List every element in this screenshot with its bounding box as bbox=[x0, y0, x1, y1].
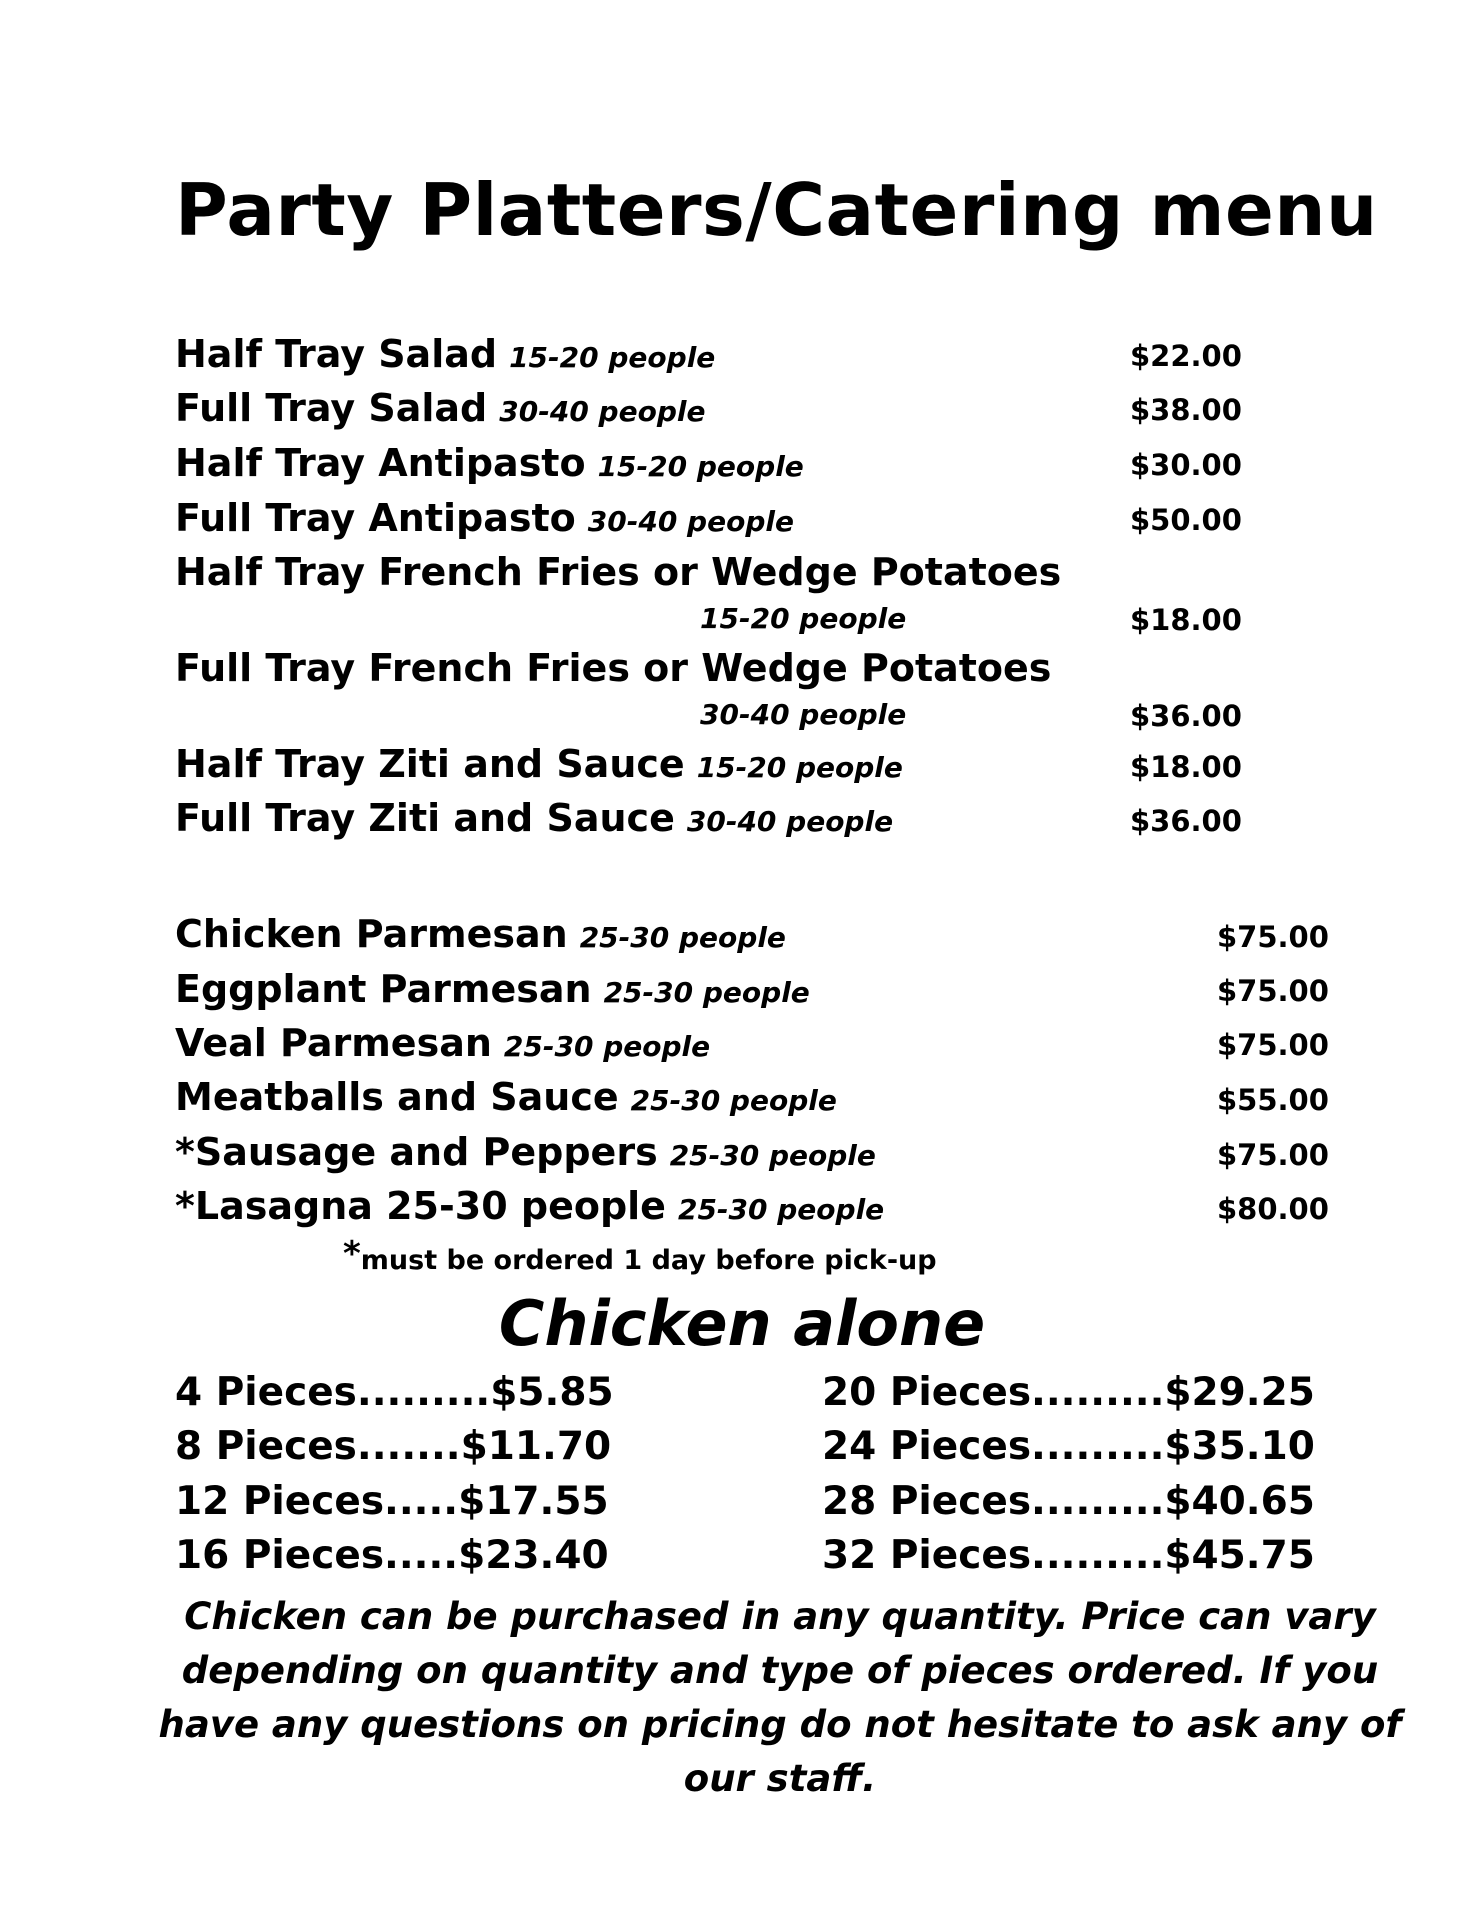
item-name: Full Tray Salad bbox=[175, 386, 488, 430]
item-price: $75.00 bbox=[1217, 1138, 1329, 1172]
item-serving-size: 30-40 people bbox=[686, 805, 894, 838]
chicken-price-item bbox=[822, 1479, 1315, 1524]
item-name: Full Tray Ziti and Sauce bbox=[175, 796, 675, 840]
menu-item bbox=[175, 1130, 876, 1174]
piece-count: 12 Pieces bbox=[175, 1479, 385, 1524]
item-price: $75.00 bbox=[1217, 920, 1329, 954]
item-serving-size: 25-30 people bbox=[579, 921, 786, 954]
item-serving-size: 30-40 people bbox=[700, 698, 907, 731]
item-name: Half Tray French Fries or Wedge Potatoes bbox=[175, 550, 1062, 594]
item-name: Half Tray Antipasto bbox=[175, 441, 586, 485]
leader-dots: ......... bbox=[1031, 1424, 1165, 1469]
item-price: $75.00 bbox=[1217, 1028, 1329, 1062]
piece-price: $40.65 bbox=[1164, 1479, 1315, 1524]
item-name: Full Tray Antipasto bbox=[175, 496, 576, 540]
item-serving-size: 25-30 people bbox=[677, 1193, 885, 1226]
advance-order-note bbox=[343, 1234, 937, 1278]
piece-count: 24 Pieces bbox=[822, 1424, 1032, 1469]
menu-item bbox=[175, 912, 786, 956]
chicken-price-item bbox=[822, 1533, 1315, 1578]
item-serving-size: 15-20 people bbox=[700, 602, 907, 635]
chicken-price-item bbox=[175, 1370, 614, 1415]
leader-dots: ......... bbox=[1031, 1370, 1165, 1415]
menu-item bbox=[175, 1021, 710, 1065]
leader-dots: ....... bbox=[356, 1424, 461, 1469]
menu-item bbox=[175, 550, 1061, 594]
piece-count: 4 Pieces bbox=[175, 1370, 357, 1415]
chicken-price-item bbox=[175, 1533, 609, 1578]
piece-price: $29.25 bbox=[1164, 1370, 1315, 1415]
piece-price: $11.70 bbox=[460, 1424, 612, 1469]
chicken-price-item bbox=[822, 1424, 1315, 1469]
page-title: Party Platters/Catering menu bbox=[175, 168, 1378, 252]
piece-price: $5.85 bbox=[490, 1370, 614, 1415]
leader-dots: ..... bbox=[384, 1479, 459, 1524]
item-name: *Sausage and Peppers bbox=[175, 1130, 658, 1174]
note-asterisk: * bbox=[343, 1234, 361, 1274]
item-name: Meatballs and Sauce bbox=[175, 1075, 619, 1119]
item-name: Eggplant Parmesan bbox=[175, 967, 592, 1011]
item-name: Half Tray Ziti and Sauce bbox=[175, 742, 685, 786]
menu-item bbox=[175, 386, 705, 430]
section-heading: Chicken alone bbox=[498, 1287, 986, 1360]
item-price: $30.00 bbox=[1130, 448, 1242, 482]
piece-price: $35.10 bbox=[1164, 1424, 1315, 1469]
item-name: Chicken Parmesan bbox=[175, 912, 568, 956]
item-serving-size: 30-40 people bbox=[499, 395, 706, 428]
piece-count: 28 Pieces bbox=[822, 1479, 1032, 1524]
item-serving-size: 25-30 people bbox=[503, 1030, 711, 1063]
note-text: must be ordered 1 day before pick-up bbox=[360, 1245, 937, 1276]
leader-dots: ......... bbox=[1031, 1479, 1165, 1524]
piece-price: $23.40 bbox=[458, 1533, 609, 1578]
item-price: $36.00 bbox=[1130, 699, 1242, 733]
item-price: $75.00 bbox=[1217, 974, 1329, 1008]
item-serving-size: 25-30 people bbox=[603, 976, 810, 1009]
item-price: $18.00 bbox=[1130, 603, 1242, 637]
menu-item bbox=[175, 646, 1051, 690]
leader-dots: ..... bbox=[384, 1533, 459, 1578]
chicken-price-item bbox=[175, 1479, 609, 1524]
item-price: $50.00 bbox=[1130, 503, 1242, 537]
item-serving-size: 15-20 people bbox=[696, 751, 903, 784]
leader-dots: ......... bbox=[1031, 1533, 1165, 1578]
item-serving-size: 15-20 people bbox=[509, 341, 716, 374]
item-serving-size: 15-20 people bbox=[597, 450, 804, 483]
item-price: $22.00 bbox=[1130, 339, 1242, 373]
menu-item bbox=[175, 742, 903, 786]
piece-count: 20 Pieces bbox=[822, 1370, 1032, 1415]
chicken-price-item bbox=[822, 1370, 1315, 1415]
piece-count: 16 Pieces bbox=[175, 1533, 385, 1578]
menu-item bbox=[175, 496, 794, 540]
menu-item bbox=[175, 796, 893, 840]
piece-price: $45.75 bbox=[1164, 1533, 1315, 1578]
menu-item bbox=[175, 1184, 884, 1228]
item-name: Veal Parmesan bbox=[175, 1021, 492, 1065]
item-serving-size: 25-30 people bbox=[669, 1139, 876, 1172]
piece-count: 8 Pieces bbox=[175, 1424, 357, 1469]
item-name: Half Tray Salad bbox=[175, 332, 498, 376]
item-price: $38.00 bbox=[1130, 393, 1242, 427]
item-serving-size: 30-40 people bbox=[587, 505, 794, 538]
chicken-price-item bbox=[175, 1424, 611, 1469]
chicken-pricing-disclaimer: Chicken can be purchased in any quantity. Price can vary depending on quantity and type of pieces ordered. If you have any questions on pricing do not hesitate to ask any of our staff. bbox=[158, 1595, 1402, 1800]
item-serving-size: 25-30 people bbox=[630, 1084, 837, 1117]
item-price: $55.00 bbox=[1217, 1083, 1329, 1117]
menu-item bbox=[175, 332, 715, 376]
item-name: *Lasagna 25-30 people bbox=[175, 1184, 666, 1228]
item-price: $80.00 bbox=[1217, 1192, 1329, 1226]
item-name: Full Tray French Fries or Wedge Potatoes bbox=[175, 646, 1052, 690]
item-price: $36.00 bbox=[1130, 804, 1242, 838]
menu-item bbox=[175, 1075, 837, 1119]
piece-price: $17.55 bbox=[458, 1479, 609, 1524]
item-price: $18.00 bbox=[1130, 750, 1242, 784]
piece-count: 32 Pieces bbox=[822, 1533, 1032, 1578]
leader-dots: ......... bbox=[356, 1370, 491, 1415]
menu-item bbox=[175, 441, 804, 485]
menu-item bbox=[175, 967, 810, 1011]
